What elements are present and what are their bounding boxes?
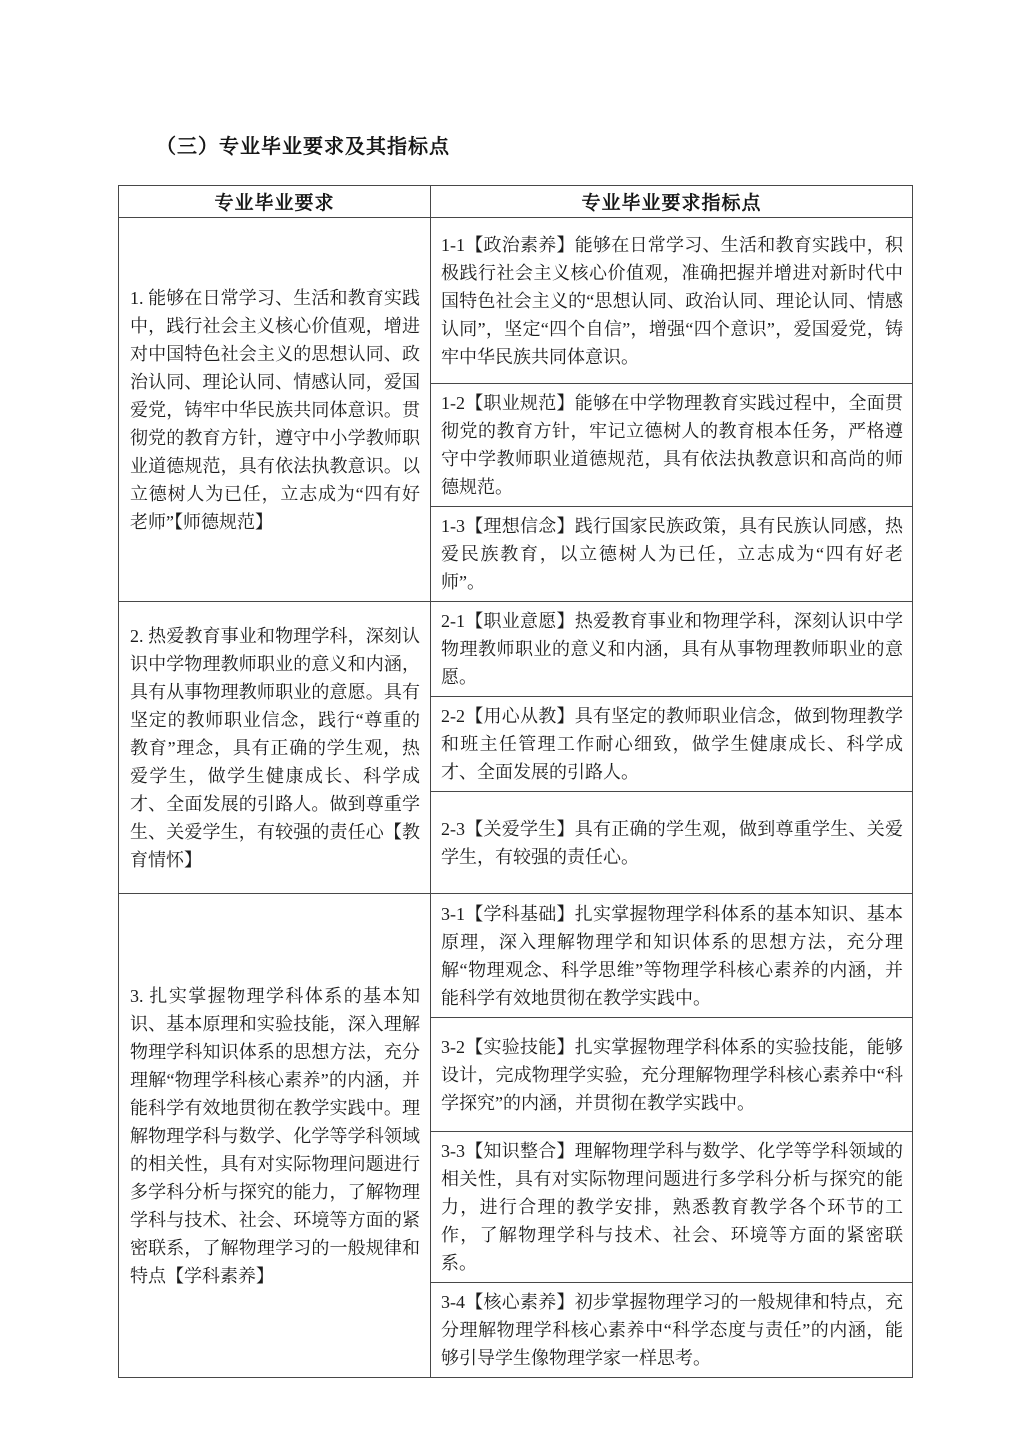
indicator-cell-1-3: 1-3【理想信念】践行国家民族政策，具有民族认同感，热爱民族教育，以立德树人为已任，立志成为“四有好老师”。: [431, 507, 913, 602]
indicator-cell-3-2: 3-2【实验技能】扎实掌握物理学科体系的实验技能，能够设计，完成物理学实验，充分理解物理学科核心素养中“科学探究”的内涵，并贯彻在教学实践中。: [431, 1018, 913, 1132]
header-row: [119, 186, 913, 218]
indicator-cell-2-3: 2-3【关爱学生】具有正确的学生观，做到尊重学生、关爱学生，有较强的责任心。: [431, 792, 913, 894]
indicator-cell-2-1: 2-1【职业意愿】热爱教育事业和物理学科，深刻认识中学物理教师职业的意义和内涵，具有从事物理教师职业的意愿。: [431, 602, 913, 697]
table-row: [119, 602, 913, 697]
requirement-cell-1: 1. 能够在日常学习、生活和教育实践中，践行社会主义核心价值观，增进对中国特色社会主义的思想认同、政治认同、理论认同、情感认同，爱国爱党，铸牢中华民族共同体意识。贯彻党的教育方针，遵守中小学教师职业道德规范，具有依法执教意识。以立德树人为已任，立志成为“四有好老师”【师德规范】: [119, 218, 431, 602]
section-title: （三）专业毕业要求及其指标点: [156, 136, 450, 158]
requirement-cell-2: 2. 热爱教育事业和物理学科，深刻认识中学物理教师职业的意义和内涵，具有从事物理教师职业的意愿。具有坚定的教师职业信念，践行“尊重的教育”理念，具有正确的学生观，热爱学生，做学生健康成长、科学成才、全面发展的引路人。做到尊重学生、关爱学生，有较强的责任心【教育情怀】: [119, 602, 431, 894]
column-header-requirements: 专业毕业要求: [119, 186, 431, 218]
requirements-table: [118, 185, 913, 1378]
table-row: [119, 894, 913, 1018]
requirement-cell-3: 3. 扎实掌握物理学科体系的基本知识、基本原理和实验技能，深入理解物理学科知识体系的思想方法，充分理解“物理学科核心素养”的内涵，并能科学有效地贯彻在教学实践中。理解物理学科与数学、化学等学科领域的相关性，具有对实际物理问题进行多学科分析与探究的能力，了解物理学科与技术、社会、环境等方面的紧密联系，了解物理学习的一般规律和特点【学科素养】: [119, 894, 431, 1378]
indicator-cell-1-1: 1-1【政治素养】能够在日常学习、生活和教育实践中，积极践行社会主义核心价值观，准确把握并增进对新时代中国特色社会主义的“思想认同、政治认同、理论认同、情感认同”，坚定“四个自信”，增强“四个意识”，爱国爱党，铸牢中华民族共同体意识。: [431, 218, 913, 384]
indicator-cell-3-1: 3-1【学科基础】扎实掌握物理学科体系的基本知识、基本原理，深入理解物理学和知识体系的思想方法，充分理解“物理观念、科学思维”等物理学科核心素养的内涵，并能科学有效地贯彻在教学实践中。: [431, 894, 913, 1018]
table-row: [119, 218, 913, 384]
indicator-cell-3-3: 3-3【知识整合】理解物理学科与数学、化学等学科领域的相关性，具有对实际物理问题进行多学科分析与探究的能力，进行合理的教学安排，熟悉教育教学各个环节的工作，了解物理学科与技术、社会、环境等方面的紧密联系。: [431, 1132, 913, 1283]
indicator-cell-1-2: 1-2【职业规范】能够在中学物理教育实践过程中，全面贯彻党的教育方针，牢记立德树人的教育根本任务，严格遵守中学教师职业道德规范，具有依法执教意识和高尚的师德规范。: [431, 384, 913, 507]
indicator-cell-2-2: 2-2【用心从教】具有坚定的教师职业信念，做到物理教学和班主任管理工作耐心细致，做学生健康成长、科学成才、全面发展的引路人。: [431, 697, 913, 792]
column-header-indicators: 专业毕业要求指标点: [431, 186, 913, 218]
indicator-cell-3-4: 3-4【核心素养】初步掌握物理学习的一般规律和特点，充分理解物理学科核心素养中“科学态度与责任”的内涵，能够引导学生像物理学家一样思考。: [431, 1283, 913, 1378]
